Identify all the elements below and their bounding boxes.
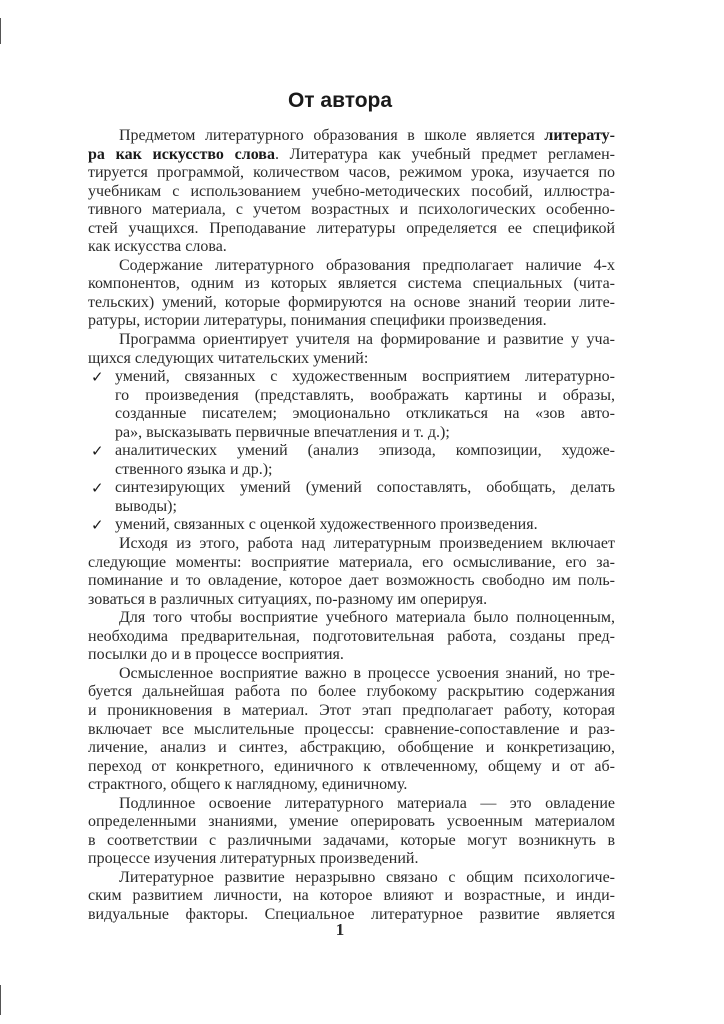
paragraph (88, 127, 615, 257)
text-line: посылки до и в процессе восприятия. (88, 646, 344, 664)
text-line: Подлинное освоение литературного материала — это овладение (119, 794, 615, 812)
paragraph (88, 869, 615, 925)
page-body (88, 127, 615, 925)
crop-mark-top (0, 18, 1, 44)
paragraph (88, 535, 615, 609)
text-line: умений, связанных с оценкой художественного произведения. (115, 516, 538, 534)
text-line: Для того чтобы восприятие учебного материала было полноценным, (119, 609, 615, 627)
text-line: зоваться в различных ситуациях, по-разному им оперируя. (88, 590, 488, 608)
paragraph (88, 665, 615, 795)
paragraph (88, 609, 615, 665)
checklist-item (88, 516, 615, 535)
crop-mark-bottom (0, 985, 1, 1015)
text-line: определенными знаниями, умение оперировать усвоенным материалом (88, 813, 615, 831)
text-line: буется дальнейшая работа по более глубокому раскрытию содержания (88, 683, 615, 701)
text-line: ра», высказывать первичные впечатления и т. д.); (115, 423, 450, 441)
text-line: следующие моменты: восприятие материала, его осмысливание, его за- (88, 553, 615, 571)
page-number: 1 (335, 920, 345, 939)
text-line: стей учащихся. Преподавание литературы определяется ее спецификой (88, 219, 615, 237)
text-line: аналитических умений (анализ эпизода, композиции, художе- (115, 442, 615, 460)
text-line: выводы); (115, 497, 177, 515)
text-line: тельских) умений, которые формируются на основе знаний теории лите- (88, 293, 615, 311)
text-line: как искусства слова. (88, 238, 227, 256)
text-span: . Литература как учебный предмет регламен- (274, 145, 616, 163)
text-line (88, 146, 615, 165)
text-line: Осмысленное восприятие важно в процессе усвоения знаний, но тре- (119, 664, 615, 682)
text-line: и проникновения в материал. Этот этап предполагает работу, которая (88, 701, 615, 719)
text-line: необходима предварительная, подготовительная работа, созданы пред- (88, 627, 615, 645)
text-line: го произведения (представлять, воображать картины и образы, (115, 386, 615, 404)
text-line (88, 127, 615, 146)
text-line: страктного, общего к наглядному, единичному. (88, 776, 408, 794)
text-line: Программа ориентирует учителя на формирование и развитие у уча- (119, 331, 615, 349)
bold-text: ра как искусство слова (88, 145, 275, 163)
text-line: процессе изучения литературных произведений. (88, 850, 419, 868)
paragraph (88, 331, 615, 368)
checklist-item (88, 442, 615, 479)
checkmark-icon: ✓ (91, 479, 104, 498)
checkmark-icon: ✓ (91, 516, 104, 535)
text-line: ственного языка и др.); (115, 460, 273, 478)
text-line: компонентов, одним из которых является система специальных (чита- (88, 275, 615, 293)
checkmark-icon: ✓ (91, 442, 104, 461)
paragraph (88, 795, 615, 869)
text-line: видуальные факторы. Специальное литературное развитие является (88, 905, 615, 923)
text-line: тируется программой, количеством часов, режимом урока, изучается по (88, 164, 615, 182)
text-line: синтезирующих умений (умений сопоставлять, обобщать, делать (115, 479, 615, 497)
text-line: Исходя из этого, работа над литературным произведением включает (119, 535, 615, 553)
text-span: Предметом литературного образования в школе является (119, 127, 545, 144)
paragraph (88, 257, 615, 331)
text-line: ским развитием личности, на которое влияют и возрастные, и инди- (88, 887, 615, 905)
text-line: переход от конкретного, единичного к отвлеченному, общему и от аб- (88, 757, 615, 775)
text-line: в соответствии с различными задачами, которые могут возникнуть в (88, 831, 615, 849)
text-line: поминание и то овладение, которое дает возможность свободно им поль- (88, 572, 615, 590)
text-line: умений, связанных с художественным восприятием литературно- (115, 368, 615, 386)
text-line: Литературное развитие неразрывно связано с общим психологиче- (119, 868, 615, 886)
text-line: личение, анализ и синтез, абстракцию, обобщение и конкретизацию, (88, 739, 615, 757)
bold-text: литерату- (544, 127, 615, 144)
text-line: учебникам с использованием учебно-методических пособий, иллюстра- (88, 182, 615, 200)
checklist-item (88, 479, 615, 516)
text-line: включает все мыслительные процессы: сравнение-сопоставление и раз- (88, 720, 615, 738)
checkmark-icon: ✓ (91, 368, 104, 387)
text-line: созданные писателем; эмоционально откликаться на «зов авто- (115, 405, 615, 423)
page-title: От автора (287, 89, 393, 112)
text-line: щихся следующих читательских умений: (88, 349, 369, 367)
text-line: Содержание литературного образования предполагает наличие 4-х (119, 256, 615, 274)
text-line: ратуры, истории литературы, понимания специфики произведения. (88, 312, 547, 330)
text-line: тивного материала, с учетом возрастных и психологических особенно- (88, 201, 615, 219)
checklist-item (88, 368, 615, 442)
